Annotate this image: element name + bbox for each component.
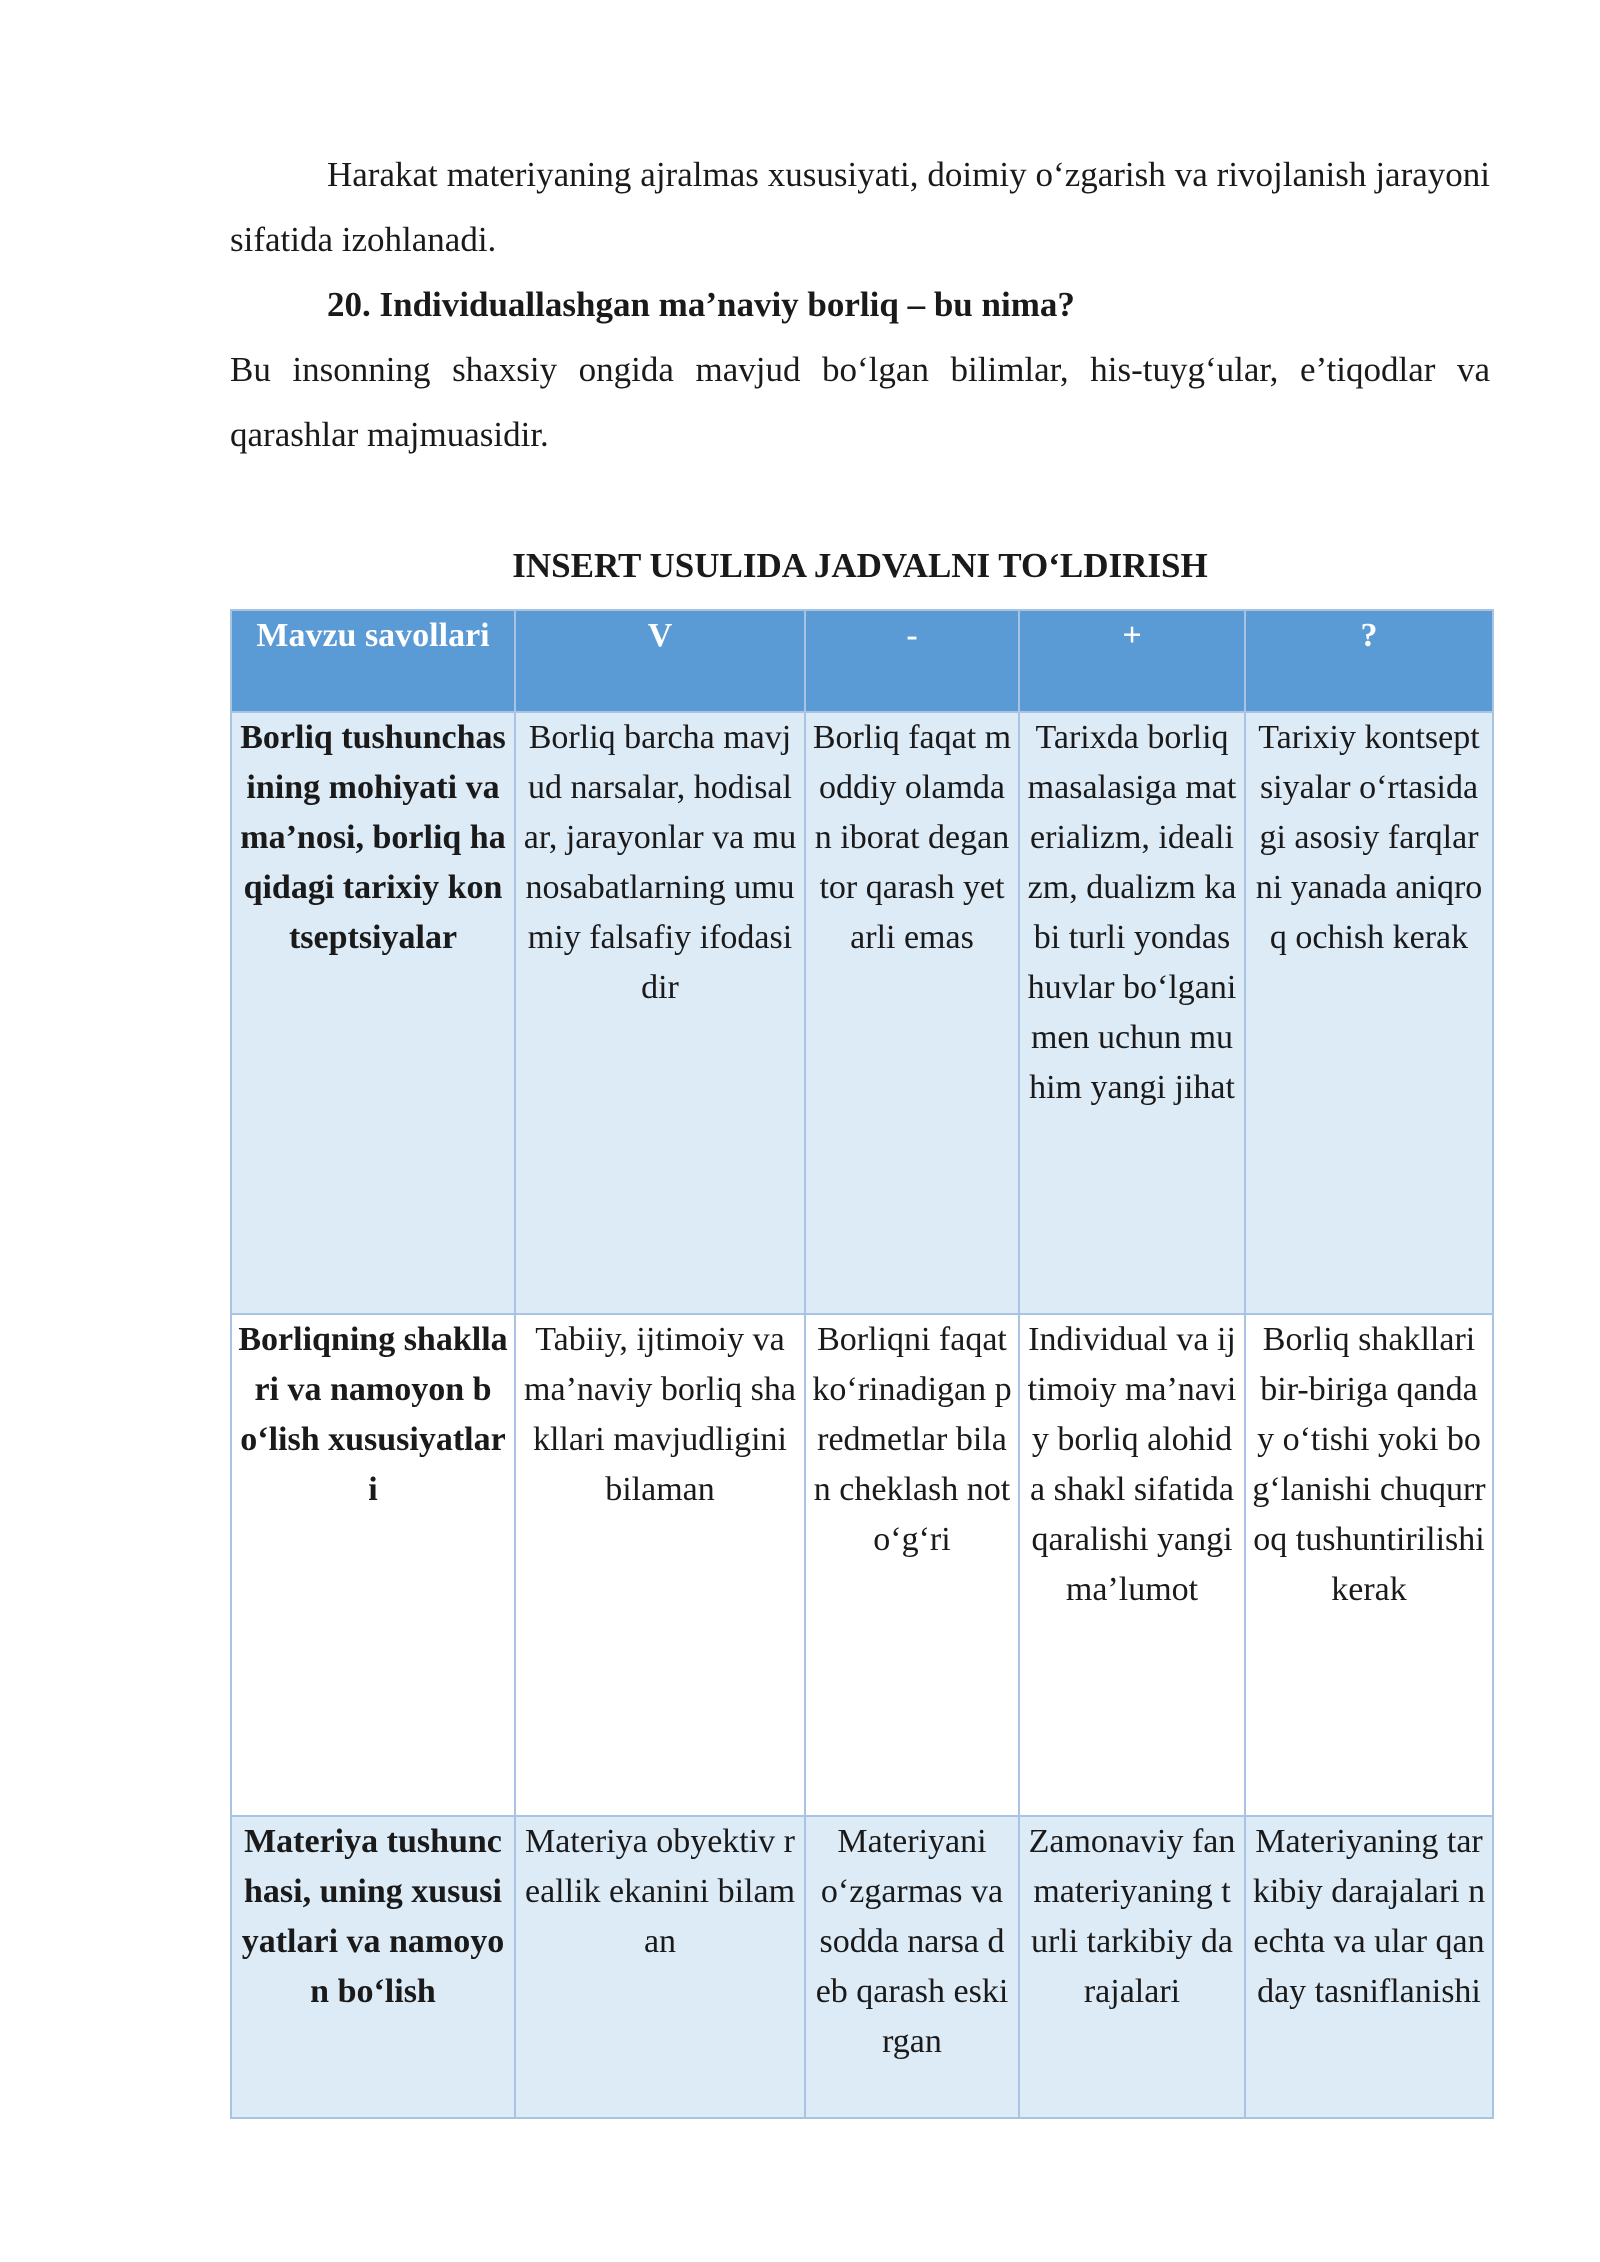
cell-minus: Materiyani o‘zgarmas va sodda narsa deb qarash eskirgan (805, 1816, 1019, 2118)
cell-question: Borliq shakllari bir-biriga qanday o‘tishi yoki bog‘lanishi chuqurroq tushuntirilishi kerak (1245, 1314, 1493, 1816)
cell-plus: Individual va ijtimoiy ma’naviy borliq alohida shakl sifatida qaralishi yangi ma’lumot (1019, 1314, 1245, 1816)
cell-question: Tarixiy kontseptsiyalar o‘rtasidagi asosiy farqlarni yanada aniqroq ochish kerak (1245, 712, 1493, 1314)
cell-topic: Borliq tushunchasining mohiyati va ma’nosi, borliq haqidagi tarixiy kontseptsiyalar (231, 712, 515, 1314)
cell-v: Tabiiy, ijtimoiy va ma’naviy borliq shakllari mavjudligini bilaman (515, 1314, 805, 1816)
cell-v: Borliq barcha mavjud narsalar, hodisalar, jarayonlar va munosabatlarning umumiy falsafiy ifodasidir (515, 712, 805, 1314)
table-header-row (231, 610, 1493, 712)
cell-plus: Zamonaviy fan materiyaning turli tarkibiy darajalari (1019, 1816, 1245, 2118)
answer-paragraph: Bu insonning shaxsiy ongida mavjud bo‘lgan bilimlar, his-tuyg‘ular, e’tiqodlar va qarashlar majmuasidir. (230, 350, 1490, 454)
insert-table (230, 609, 1494, 2119)
table-row (231, 1816, 1493, 2118)
header-plus: + (1019, 610, 1245, 712)
header-v: V (515, 610, 805, 712)
cell-minus: Borliq faqat moddiy olamdan iborat degan tor qarash yetarli emas (805, 712, 1019, 1314)
header-topic: Mavzu savollari (231, 610, 515, 712)
cell-v: Materiya obyektiv reallik ekanini bilaman (515, 1816, 805, 2118)
cell-minus: Borliqni faqat ko‘rinadigan predmetlar bilan cheklash noto‘g‘ri (805, 1314, 1019, 1816)
header-minus: - (805, 610, 1019, 712)
header-question: ? (1245, 610, 1493, 712)
table-title: INSERT USULIDA JADVALNI TO‘LDIRISH (512, 546, 1208, 585)
table-row (231, 1314, 1493, 1816)
cell-plus: Tarixda borliq masalasiga materializm, idealizm, dualizm kabi turli yondashuvlar bo‘lgani men uchun muhim yangi jihat (1019, 712, 1245, 1314)
cell-topic: Materiya tushunchasi, uning xususiyatlari va namoyon bo‘lish (231, 1816, 515, 2118)
question-heading: 20. Individuallashgan ma’naviy borliq – bu nima? (327, 285, 1075, 324)
table-row (231, 712, 1493, 1314)
intro-paragraph: Harakat materiyaning ajralmas xususiyati, doimiy o‘zgarish va rivojlanish jarayoni sifatida izohlanadi. (230, 155, 1490, 259)
cell-topic: Borliqning shakllari va namoyon bo‘lish xususiyatlari (231, 1314, 515, 1816)
cell-question: Materiyaning tarkibiy darajalari nechta va ular qanday tasniflanishi (1245, 1816, 1493, 2118)
